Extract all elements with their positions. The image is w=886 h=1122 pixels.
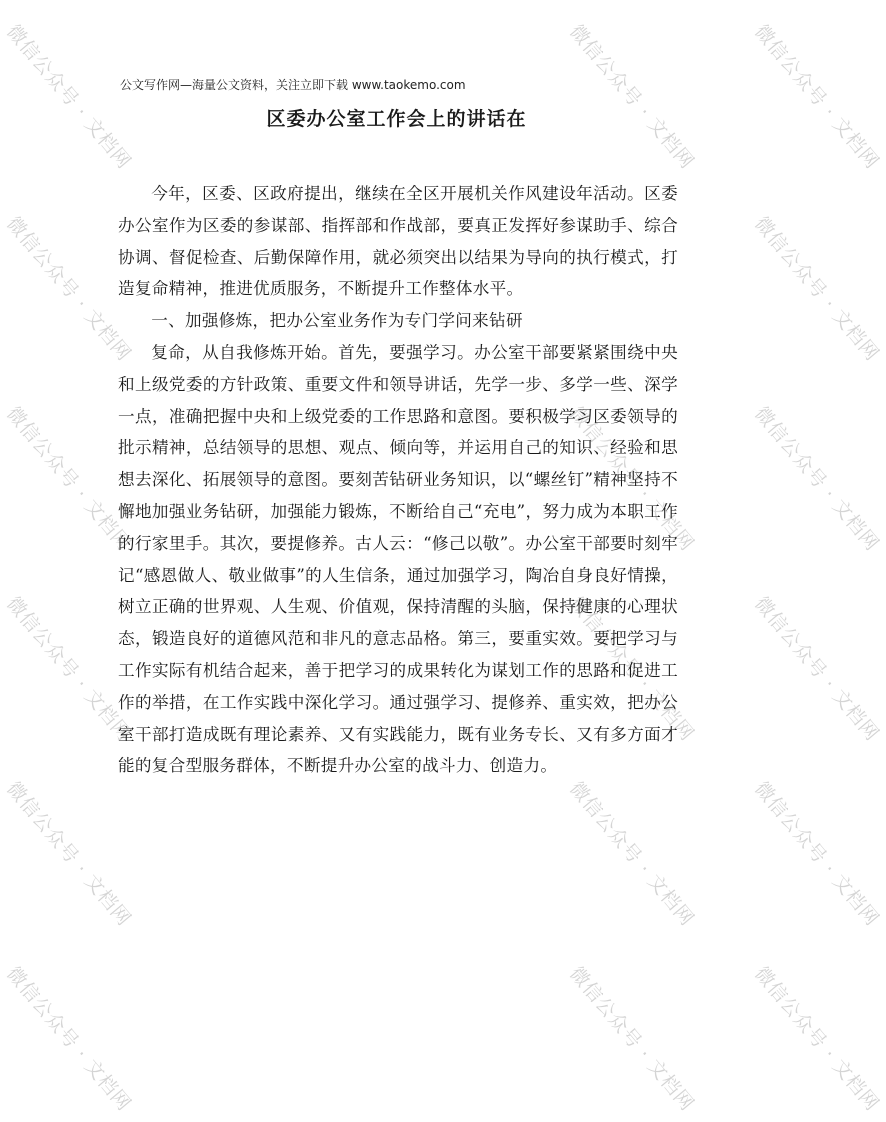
watermark-text: 微信公众号 · 文档网 xyxy=(2,212,136,366)
watermark-text: 微信公众号 · 文档网 xyxy=(565,777,699,931)
section-heading: 一、加强修炼，把办公室业务作为专门学问来钻研 xyxy=(151,311,523,331)
watermark-text: 微信公众号 · 文档网 xyxy=(565,402,699,556)
watermark-text: 微信公众号 · 文档网 xyxy=(750,592,884,746)
watermark-text: 微信公众号 · 文档网 xyxy=(2,777,136,931)
watermark-text: 微信公众号 · 文档网 xyxy=(565,592,699,746)
watermark-text: 微信公众号 · 文档网 xyxy=(750,20,884,174)
watermark-text: 微信公众号 · 文档网 xyxy=(2,402,136,556)
watermark-text: 微信公众号 · 文档网 xyxy=(750,402,884,556)
header-note: 公文写作网—海量公文资料，关注立即下载 www.taokemo.com xyxy=(120,78,466,92)
watermark-text: 微信公众号 · 文档网 xyxy=(2,962,136,1116)
document-title: 区委办公室工作会上的讲话在 xyxy=(266,108,527,130)
watermark-text: 微信公众号 · 文档网 xyxy=(565,962,699,1116)
watermark-text: 微信公众号 · 文档网 xyxy=(565,20,699,174)
document-body xyxy=(118,178,678,782)
watermark-text: 微信公众号 · 文档网 xyxy=(2,592,136,746)
watermark-text: 微信公众号 · 文档网 xyxy=(750,962,884,1116)
watermark-text: 微信公众号 · 文档网 xyxy=(750,212,884,366)
paragraph-intro: 今年，区委、区政府提出，继续在全区开展机关作风建设年活动。区委办公室作为区委的参谋部、指挥部和作战部，要真正发挥好参谋助手、综合协调、督促检查、后勤保障作用，就必须突出以结果为导向的执行模式，打造复命精神，推进优质服务，不断提升工作整体水平。 xyxy=(118,184,678,299)
watermark-text: 微信公众号 · 文档网 xyxy=(750,777,884,931)
watermark-text: 微信公众号 · 文档网 xyxy=(2,20,136,174)
paragraph-section-1: 复命，从自我修炼开始。首先，要强学习。办公室干部要紧紧围绕中央和上级党委的方针政策、重要文件和领导讲话，先学一步、多学一些、深学一点，准确把握中央和上级党委的工作思路和意图。要积极学习区委领导的批示精神，总结领导的思想、观点、倾向等，并运用自己的知识、经验和思想去深化、拓展领导的意图。要刻苦钻研业务知识，以“螺丝钉”精神坚持不懈地加强业务钻研，加强能力锻炼，不断给自己“充电”，努力成为本职工作的行家里手。其次，要提修养。古人云：“修己以敬”。办公室干部要时刻牢记“感恩做人、敬业做事”的人生信条，通过加强学习，陶冶自身良好情操，树立正确的世界观、人生观、价值观，保持清醒的头脑，保持健康的心理状态，锻造良好的道德风范和非凡的意志品格。第三，要重实效。要把学习与工作实际有机结合起来，善于把学习的成果转化为谋划工作的思路和促进工作的举措，在工作实践中深化学习。通过强学习、提修养、重实效，把办公室干部打造成既有理论素养、又有实践能力，既有业务专长、又有多方面才能的复合型服务群体，不断提升办公室的战斗力、创造力。 xyxy=(118,342,678,776)
